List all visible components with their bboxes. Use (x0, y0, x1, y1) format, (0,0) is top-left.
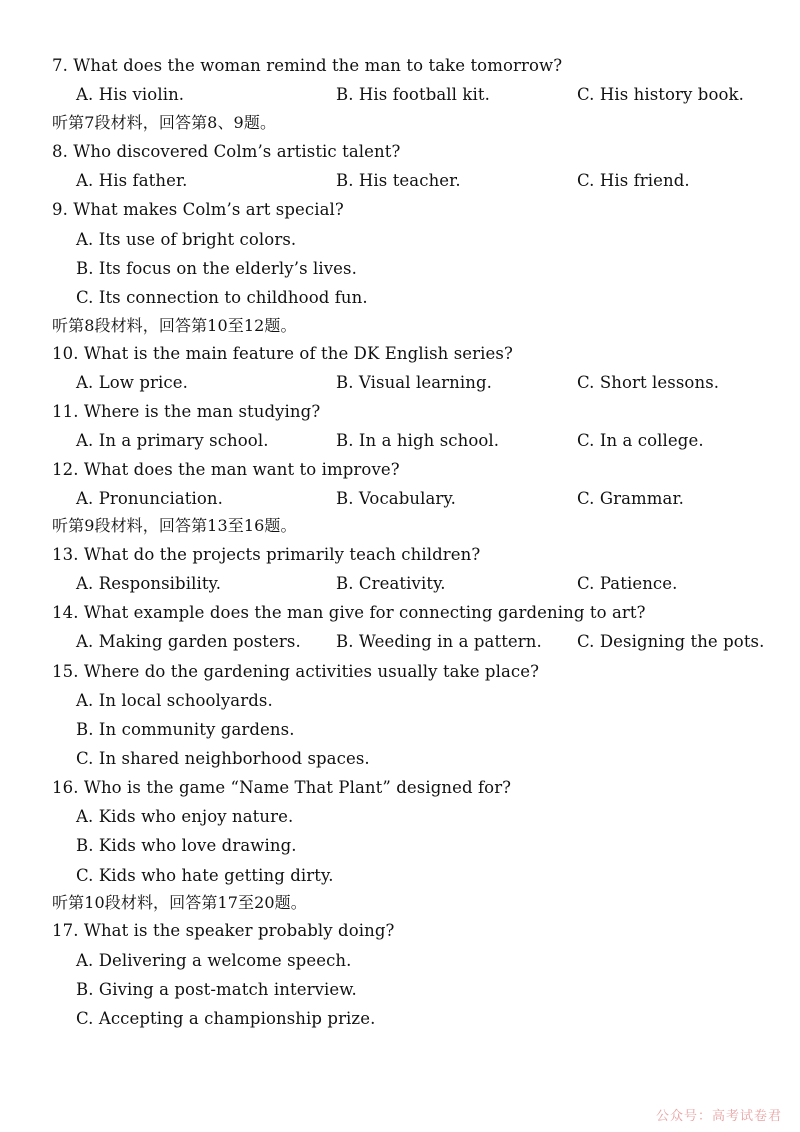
question-10: 10. What is the main feature of the DK English series? (52, 344, 513, 363)
option-7a: A. His violin. (76, 85, 185, 104)
option-15c: C. In shared neighborhood spaces. (76, 749, 370, 768)
section-heading-9: 听第9段材料，回答第13至16题。 (52, 516, 297, 535)
option-15b: B. In community gardens. (76, 720, 295, 739)
option-16b: B. Kids who love drawing. (76, 836, 297, 855)
option-7c: C. His history book. (577, 85, 744, 104)
option-10b: B. Visual learning. (336, 373, 492, 392)
question-17: 17. What is the speaker probably doing? (52, 921, 395, 940)
option-8a: A. His father. (76, 171, 188, 190)
option-9c: C. Its connection to childhood fun. (76, 288, 368, 307)
option-10a: A. Low price. (76, 373, 188, 392)
option-11b: B. In a high school. (336, 431, 500, 450)
option-14c: C. Designing the pots. (577, 632, 765, 651)
option-11a: A. In a primary school. (76, 431, 269, 450)
option-16a: A. Kids who enjoy nature. (76, 807, 294, 826)
options-row-13 (0, 569, 800, 598)
options-row-8 (0, 166, 800, 195)
option-13b: B. Creativity. (336, 574, 446, 593)
option-13c: C. Patience. (577, 574, 678, 593)
question-7: 7. What does the woman remind the man to take tomorrow? (52, 56, 563, 75)
option-17b: B. Giving a post-match interview. (76, 980, 357, 999)
options-row-14 (0, 627, 800, 656)
option-15a: A. In local schoolyards. (76, 691, 273, 710)
question-12: 12. What does the man want to improve? (52, 460, 400, 479)
option-17a: A. Delivering a welcome speech. (76, 951, 352, 970)
question-13: 13. What do the projects primarily teach children? (52, 545, 481, 564)
option-9a: A. Its use of bright colors. (76, 230, 297, 249)
section-heading-10: 听第10段材料，回答第17至20题。 (52, 893, 307, 912)
option-8b: B. His teacher. (336, 171, 461, 190)
options-row-7 (0, 80, 800, 109)
option-14a: A. Making garden posters. (76, 632, 301, 651)
question-16: 16. Who is the game “Name That Plant” designed for? (52, 778, 512, 797)
option-13a: A. Responsibility. (76, 574, 222, 593)
option-12b: B. Vocabulary. (336, 489, 456, 508)
options-row-10 (0, 368, 800, 397)
option-9b: B. Its focus on the elderly’s lives. (76, 259, 357, 278)
question-8: 8. Who discovered Colm’s artistic talent? (52, 142, 401, 161)
options-row-12 (0, 484, 800, 513)
option-17c: C. Accepting a championship prize. (76, 1009, 376, 1028)
question-15: 15. Where do the gardening activities usually take place? (52, 662, 540, 681)
section-heading-8: 听第8段材料，回答第10至12题。 (52, 316, 297, 335)
option-12c: C. Grammar. (577, 489, 684, 508)
question-14: 14. What example does the man give for connecting gardening to art? (52, 603, 646, 622)
option-10c: C. Short lessons. (577, 373, 720, 392)
option-14b: B. Weeding in a pattern. (336, 632, 542, 651)
question-9: 9. What makes Colm’s art special? (52, 200, 344, 219)
option-12a: A. Pronunciation. (76, 489, 223, 508)
watermark: 公众号：高考试卷君 (655, 1109, 782, 1124)
option-16c: C. Kids who hate getting dirty. (76, 866, 334, 885)
question-11: 11. Where is the man studying? (52, 402, 321, 421)
option-7b: B. His football kit. (336, 85, 490, 104)
option-8c: C. His friend. (577, 171, 690, 190)
section-heading-7: 听第7段材料，回答第8、9题。 (52, 113, 277, 132)
option-11c: C. In a college. (577, 431, 704, 450)
options-row-11 (0, 426, 800, 455)
